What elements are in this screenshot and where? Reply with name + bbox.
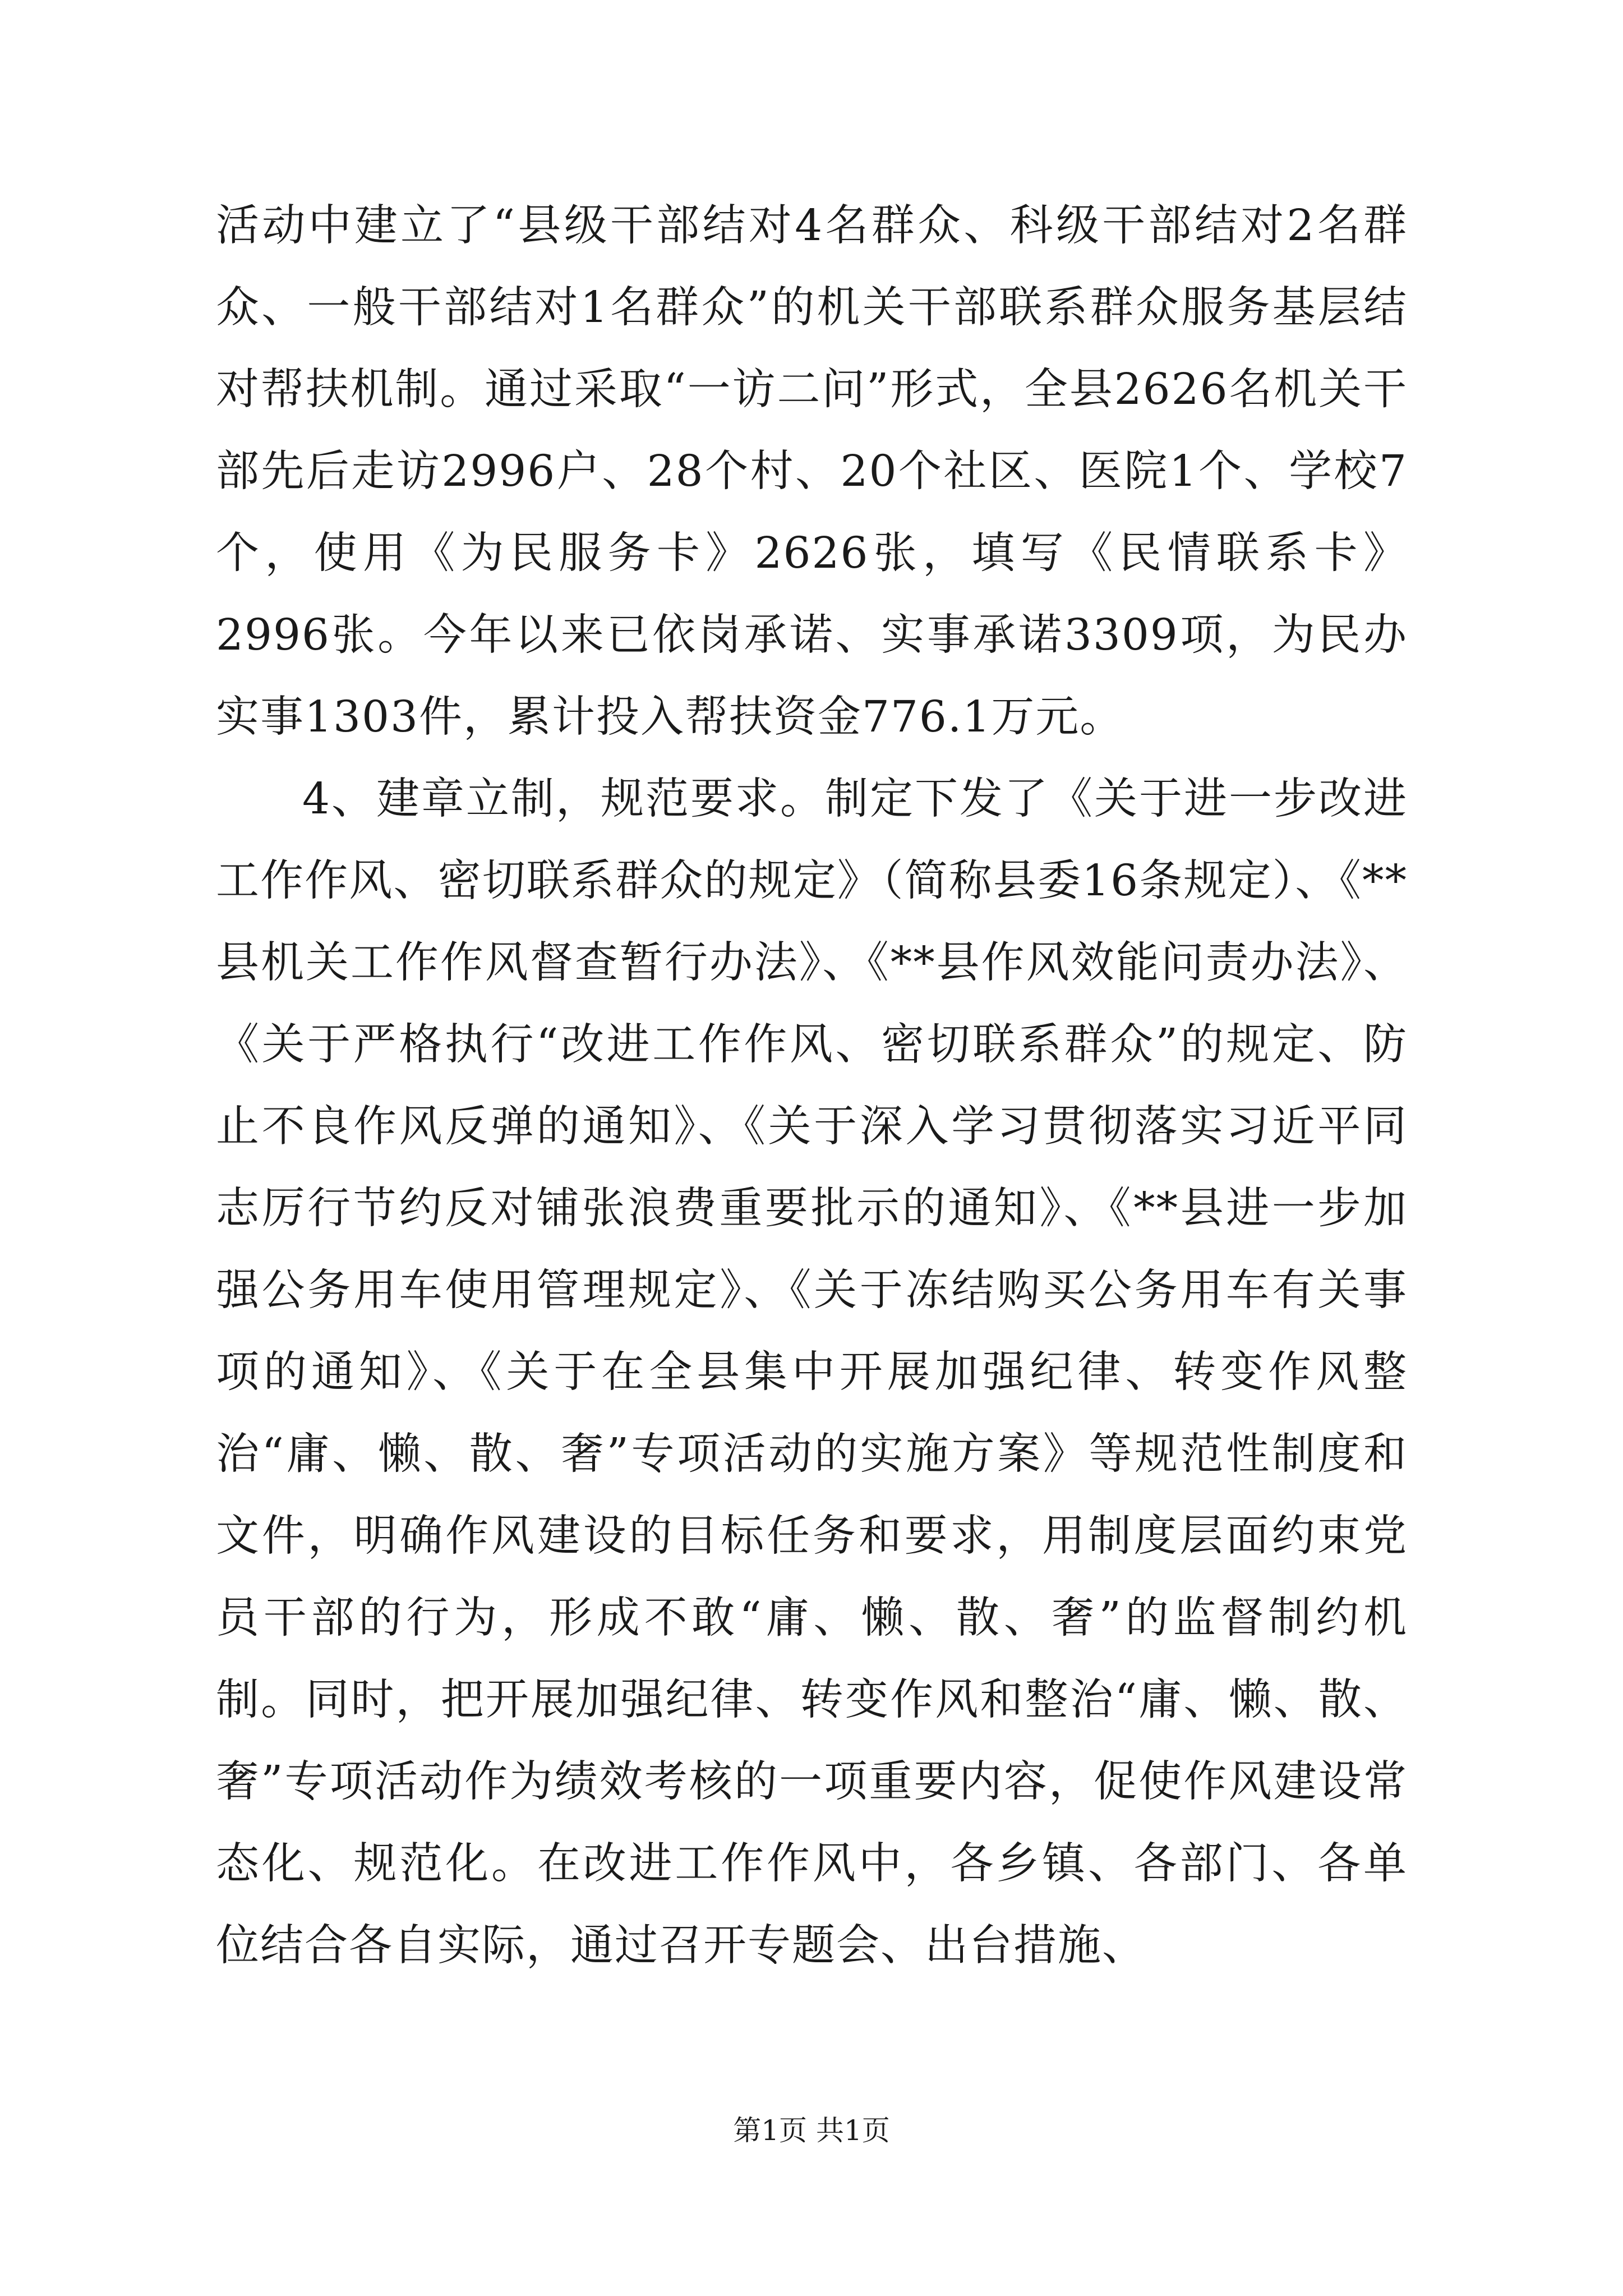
page-number-label: 第1页 共1页 [733, 2114, 890, 2147]
document-body [216, 185, 1408, 1987]
page-footer [0, 2114, 1623, 2147]
paragraph-2: 4、建章立制，规范要求。制定下发了《关于进一步改进工作作风、密切联系群众的规定》（简称县委16条规定）、《**县机关工作作风督查暂行办法》、《**县作风效能问责办法》、《关于严格执行“改进工作作风、密切联系群众”的规定、防止不良作风反弹的通知》、《关于深入学习贯彻落实习近平同志厉行节约反对铺张浪费重要批示的通知》、《**县进一步加强公务用车使用管理规定》、《关于冻结购买公务用车有关事项的通知》、《关于在全县集中开展加强纪律、转变作风整治“庸、懒、散、奢”专项活动的实施方案》等规范性制度和文件，明确作风建设的目标任务和要求，用制度层面约束党员干部的行为，形成不敢“庸、懒、散、奢”的监督制约机制。同时，把开展加强纪律、转变作风和整治“庸、懒、散、奢”专项活动作为绩效考核的一项重要内容，促使作风建设常态化、规范化。在改进工作作风中，各乡镇、各部门、各单位结合各自实际，通过召开专题会、出台措施、 [216, 774, 1408, 1971]
paragraph-1: 活动中建立了“县级干部结对4名群众、科级干部结对2名群众、一般干部结对1名群众”的机关干部联系群众服务基层结对帮扶机制。通过采取“一访二问”形式，全县2626名机关干部先后走访2996户、28个村、20个社区、医院1个、学校7个，使用《为民服务卡》2626张，填写《民情联系卡》2996张。今年以来已依岗承诺、实事承诺3309项，为民办实事1303件，累计投入帮扶资金776.1万元。 [216, 201, 1408, 742]
